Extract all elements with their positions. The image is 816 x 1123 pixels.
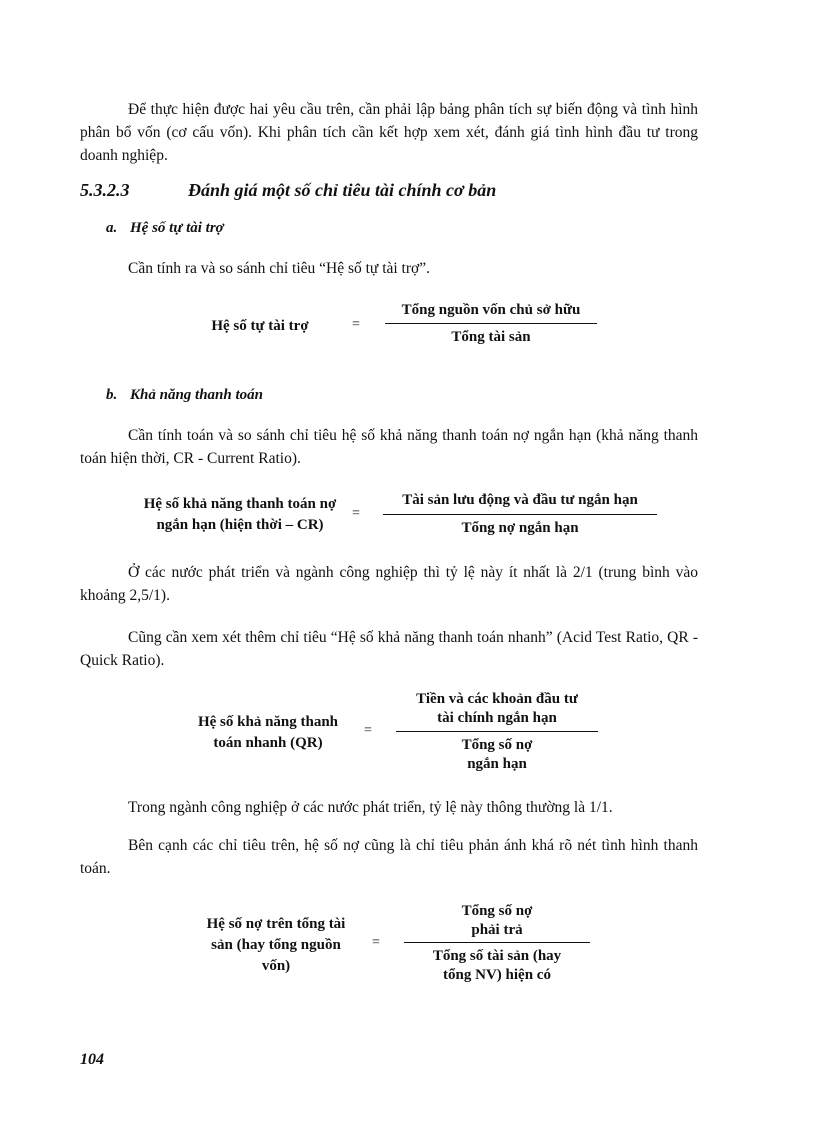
label-line: ngắn hạn (hiện thời – CR) — [156, 517, 324, 533]
formula-label — [186, 914, 366, 977]
label-line: vốn) — [261, 958, 291, 974]
formula-numerator — [404, 902, 590, 940]
section-number: 5.3.2.3 — [80, 180, 130, 200]
numerator-line: Tổng số nợ — [461, 903, 533, 919]
intro-paragraph: Để thực hiện được hai yêu cầu trên, cần phải lập bảng phân tích sự biến động và tình hình phân bổ vốn (cơ cấu vốn). Khi phân tích cần kết hợp xem xét, đánh giá tình hình đầu tư trong doanh nghiệp. — [80, 101, 698, 164]
formula-denominator: Tổng nợ ngắn hạn — [461, 520, 579, 536]
label-line: Hệ số khả năng thanh — [197, 714, 339, 730]
denominator-line: ngắn hạn — [467, 756, 527, 772]
page-number: 104 — [80, 1051, 104, 1068]
label-line: toán nhanh (QR) — [213, 735, 323, 751]
subheading-a-title: Hệ số tự tài trợ — [130, 220, 224, 236]
numerator-line: tài chính ngắn hạn — [437, 710, 557, 726]
equals-sign: = — [372, 935, 380, 950]
fraction-bar — [396, 731, 598, 732]
formula-denominator — [396, 736, 598, 774]
subheading-b-title: Khả năng thanh toán — [130, 387, 263, 403]
formula-label: Hệ số tự tài trợ — [211, 318, 309, 334]
paragraph-current-ratio: Cần tính toán và so sánh chỉ tiêu hệ số khả năng thanh toán nợ ngắn hạn (khả năng thanh toán hiện thời, CR - Current Ratio). — [80, 427, 698, 467]
paragraph-cr-note: Ở các nước phát triển và ngành công nghiệp thì tỷ lệ này ít nhất là 2/1 (trung bình vào khoảng 2,5/1). — [80, 564, 698, 604]
formula-label — [112, 494, 368, 536]
numerator-line: phải trả — [471, 922, 523, 938]
section-title: Đánh giá một số chỉ tiêu tài chính cơ bản — [188, 180, 497, 200]
formula-denominator — [404, 947, 590, 985]
numerator-line: Tiền và các khoản đầu tư — [416, 691, 578, 707]
paragraph-debt-intro: Bên cạnh các chỉ tiêu trên, hệ số nợ cũng là chỉ tiêu phản ánh khá rõ nét tình hình thanh toán. — [80, 837, 698, 877]
fraction-bar — [385, 323, 597, 324]
fraction-bar — [404, 942, 590, 943]
label-line: Hệ số khả năng thanh toán nợ — [143, 496, 337, 512]
subheading-b — [106, 387, 263, 404]
formula-numerator: Tổng nguồn vốn chủ sở hữu — [401, 302, 581, 318]
denominator-line: tổng NV) hiện có — [443, 967, 551, 983]
subheading-a-letter: a. — [106, 220, 118, 236]
subheading-b-letter: b. — [106, 387, 118, 403]
paragraph-qr-note: Trong ngành công nghiệp ở các nước phát triển, tỷ lệ này thông thường là 1/1. — [128, 799, 613, 816]
section-heading — [80, 180, 496, 201]
label-line: sản (hay tổng nguồn — [211, 937, 341, 953]
equals-sign: = — [364, 723, 372, 738]
label-line: Hệ số nợ trên tổng tài — [206, 916, 346, 932]
formula-numerator: Tài sản lưu động và đầu tư ngắn hạn — [402, 492, 638, 508]
formula-denominator: Tổng tài sản — [451, 329, 531, 345]
formula-label — [178, 712, 358, 754]
equals-sign: = — [352, 506, 360, 521]
denominator-line: Tổng số nợ — [461, 737, 533, 753]
paragraph-self-financing: Cần tính ra và so sánh chỉ tiêu “Hệ số tự tài trợ”. — [128, 260, 430, 277]
fraction-bar — [383, 514, 657, 515]
paragraph-qr-intro: Cũng cần xem xét thêm chỉ tiêu “Hệ số khả năng thanh toán nhanh” (Acid Test Ratio, QR - Quick Ratio). — [80, 629, 698, 669]
denominator-line: Tổng số tài sản (hay — [432, 948, 562, 964]
subheading-a — [106, 220, 224, 237]
equals-sign: = — [352, 317, 360, 332]
formula-numerator — [396, 690, 598, 728]
